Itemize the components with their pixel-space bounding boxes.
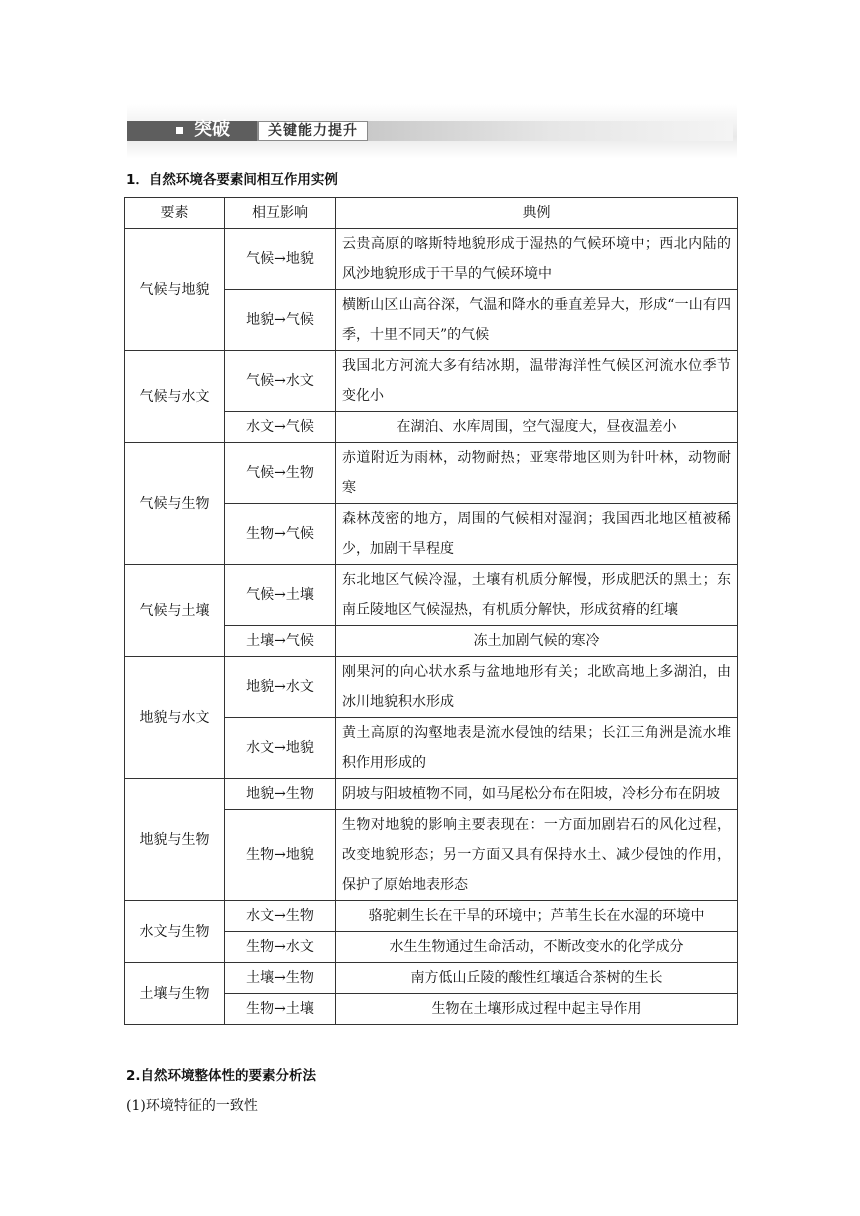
table-row bbox=[125, 657, 738, 718]
table-row bbox=[125, 779, 738, 810]
factor-cell: 地貌与水文 bbox=[125, 657, 225, 779]
table-row bbox=[125, 351, 738, 412]
factor-cell: 水文与生物 bbox=[125, 901, 225, 963]
section-2-heading: 2.自然环境整体性的要素分析法 bbox=[126, 1068, 317, 1084]
influence-cell: 土壤→气候 bbox=[225, 626, 336, 657]
influence-cell: 地貌→水文 bbox=[225, 657, 336, 718]
example-cell: 生物对地貌的影响主要表现在：一方面加剧岩石的风化过程，改变地貌形态；另一方面又具有保持水土、减少侵蚀的作用，保护了原始地表形态 bbox=[336, 810, 738, 901]
influence-cell: 地貌→气候 bbox=[225, 290, 336, 351]
example-cell: 我国北方河流大多有结冰期，温带海洋性气候区河流水位季节变化小 bbox=[336, 351, 738, 412]
table-row bbox=[125, 565, 738, 626]
influence-cell: 生物→土壤 bbox=[225, 994, 336, 1025]
influence-cell: 水文→生物 bbox=[225, 901, 336, 932]
example-cell: 横断山区山高谷深，气温和降水的垂直差异大，形成“一山有四季，十里不同天”的气候 bbox=[336, 290, 738, 351]
section-banner-subtitle: 关键能力提升 bbox=[258, 121, 368, 141]
header-example: 典例 bbox=[336, 198, 738, 229]
influence-cell: 生物→水文 bbox=[225, 932, 336, 963]
example-cell: 森林茂密的地方，周围的气候相对湿润；我国西北地区植被稀少，加剧干旱程度 bbox=[336, 504, 738, 565]
table-row bbox=[125, 443, 738, 504]
square-bullet-icon bbox=[176, 127, 183, 134]
factor-cell: 土壤与生物 bbox=[125, 963, 225, 1025]
influence-cell: 生物→气候 bbox=[225, 504, 336, 565]
section-banner-dark-block bbox=[127, 121, 257, 141]
influence-cell: 生物→地貌 bbox=[225, 810, 336, 901]
factor-cell: 气候与水文 bbox=[125, 351, 225, 443]
example-cell: 水生生物通过生命活动，不断改变水的化学成分 bbox=[336, 932, 738, 963]
table-header-row bbox=[125, 198, 738, 229]
interaction-table bbox=[124, 197, 738, 1025]
example-cell: 南方低山丘陵的酸性红壤适合茶树的生长 bbox=[336, 963, 738, 994]
example-cell: 在湖泊、水库周围，空气湿度大，昼夜温差小 bbox=[336, 412, 738, 443]
section-banner-title: 突破 bbox=[194, 119, 230, 140]
factor-cell: 气候与地貌 bbox=[125, 229, 225, 351]
influence-cell: 水文→地貌 bbox=[225, 718, 336, 779]
influence-cell: 水文→气候 bbox=[225, 412, 336, 443]
section-1-heading: 1．自然环境各要素间相互作用实例 bbox=[126, 172, 338, 188]
factor-cell: 气候与土壤 bbox=[125, 565, 225, 657]
influence-cell: 气候→生物 bbox=[225, 443, 336, 504]
example-cell: 东北地区气候冷湿，土壤有机质分解慢，形成肥沃的黑土；东南丘陵地区气候湿热，有机质分解快，形成贫瘠的红壤 bbox=[336, 565, 738, 626]
factor-cell: 气候与生物 bbox=[125, 443, 225, 565]
example-cell: 生物在土壤形成过程中起主导作用 bbox=[336, 994, 738, 1025]
section-2-subheading: (1)环境特征的一致性 bbox=[126, 1098, 258, 1114]
table-row bbox=[125, 229, 738, 290]
example-cell: 阴坡与阳坡植物不同，如马尾松分布在阳坡，冷杉分布在阴坡 bbox=[336, 779, 738, 810]
header-influence: 相互影响 bbox=[225, 198, 336, 229]
influence-cell: 气候→地貌 bbox=[225, 229, 336, 290]
example-cell: 骆驼刺生长在干旱的环境中；芦苇生长在水湿的环境中 bbox=[336, 901, 738, 932]
influence-cell: 地貌→生物 bbox=[225, 779, 336, 810]
influence-cell: 气候→水文 bbox=[225, 351, 336, 412]
example-cell: 黄土高原的沟壑地表是流水侵蚀的结果；长江三角洲是流水堆积作用形成的 bbox=[336, 718, 738, 779]
header-factor: 要素 bbox=[125, 198, 225, 229]
influence-cell: 气候→土壤 bbox=[225, 565, 336, 626]
table-row bbox=[125, 901, 738, 932]
example-cell: 云贵高原的喀斯特地貌形成于湿热的气候环境中；西北内陆的风沙地貌形成于干旱的气候环境中 bbox=[336, 229, 738, 290]
table-row bbox=[125, 963, 738, 994]
example-cell: 冻土加剧气候的寒冷 bbox=[336, 626, 738, 657]
influence-cell: 土壤→生物 bbox=[225, 963, 336, 994]
example-cell: 赤道附近为雨林，动物耐热；亚寒带地区则为针叶林，动物耐寒 bbox=[336, 443, 738, 504]
factor-cell: 地貌与生物 bbox=[125, 779, 225, 901]
example-cell: 刚果河的向心状水系与盆地地形有关；北欧高地上多湖泊，由冰川地貌积水形成 bbox=[336, 657, 738, 718]
